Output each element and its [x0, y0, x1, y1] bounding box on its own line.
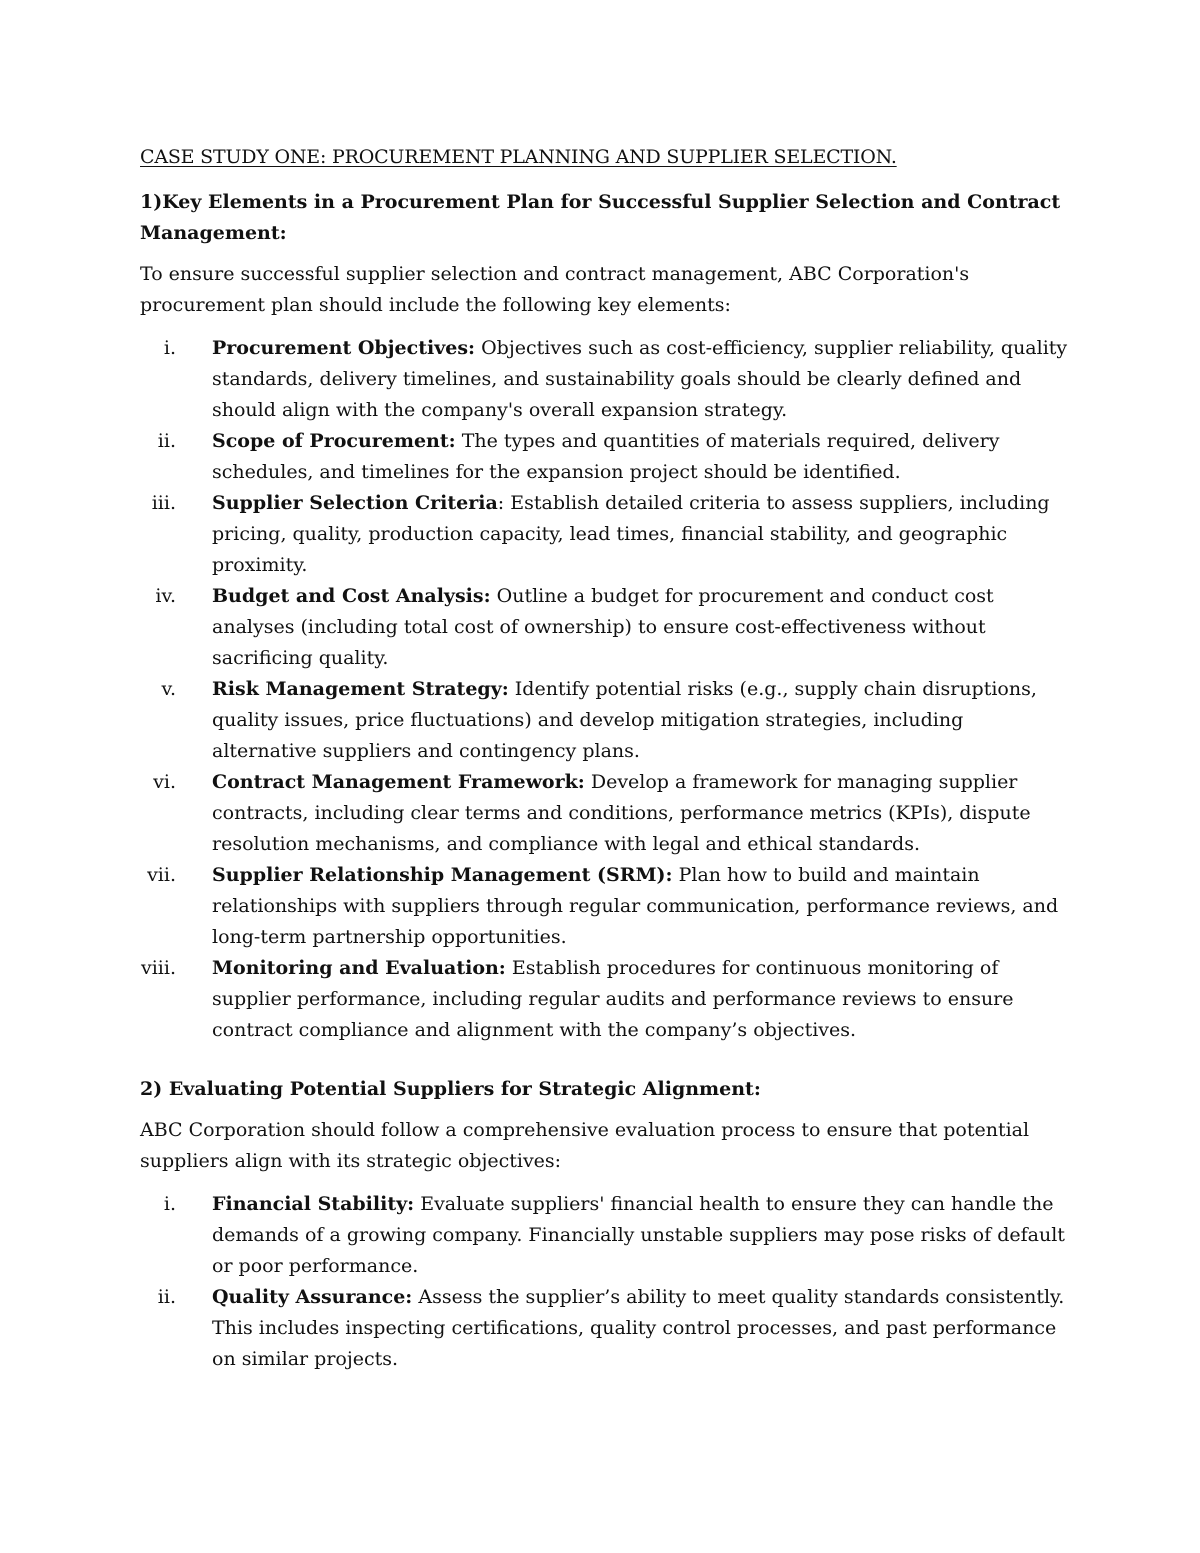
list-item-term: Risk Management Strategy:: [212, 678, 509, 700]
list-item-text: Establish procedures for continuous monitoring of supplier performance, including regular audits and performance reviews to ensure contract compliance and alignment with the company’s objectives.: [212, 957, 1014, 1041]
list-item-term: Contract Management Framework:: [212, 771, 585, 793]
list-item-text: Objectives such as cost-efficiency, supplier reliability, quality standards, delivery timelines, and sustainability goals should be clearly defined and should align with the company's overall expansion strategy.: [212, 337, 1068, 421]
list-item-number: iii.: [151, 492, 176, 514]
list-item: [140, 1189, 1070, 1282]
section-2-list: [140, 1189, 1070, 1375]
list-item: [140, 333, 1070, 426]
list-item-term: Supplier Relationship Management (SRM):: [212, 864, 673, 886]
list-item: [140, 674, 1070, 767]
list-item-text: Plan how to build and maintain relationships with suppliers through regular communication, performance reviews, and long-term partnership opportunities.: [212, 864, 1059, 948]
list-item-text: Assess the supplier’s ability to meet quality standards consistently. This includes inspecting certifications, quality control processes, and past performance on similar projects.: [212, 1286, 1065, 1370]
list-item-text: Outline a budget for procurement and conduct cost analyses (including total cost of ownership) to ensure cost-effectiveness without sacrificing quality.: [212, 585, 994, 669]
list-item-number: i.: [163, 1193, 176, 1215]
list-item-text: The types and quantities of materials required, delivery schedules, and timelines for the expansion project should be identified.: [212, 430, 1000, 483]
section-1-intro: To ensure successful supplier selection and contract management, ABC Corporation's procurement plan should include the following key elements:: [140, 263, 970, 316]
list-item-term: Budget and Cost Analysis:: [212, 585, 491, 607]
section-2-heading: 2) Evaluating Potential Suppliers for Strategic Alignment:: [140, 1078, 761, 1100]
list-item-term: Quality Assurance:: [212, 1286, 413, 1308]
list-item: [140, 581, 1070, 674]
section-1-heading: 1)Key Elements in a Procurement Plan for Successful Supplier Selection and Contract Management:: [140, 191, 1061, 244]
list-item: [140, 767, 1070, 860]
list-item-text: Develop a framework for managing supplier contracts, including clear terms and conditions, performance metrics (KPIs), dispute resolution mechanisms, and compliance with legal and ethical standards.: [212, 771, 1031, 855]
list-item-number: vi.: [153, 771, 176, 793]
list-item-term: Procurement Objectives:: [212, 337, 476, 359]
document-body: [140, 142, 1070, 1375]
list-item: [140, 426, 1070, 488]
list-item-number: vii.: [147, 864, 176, 886]
list-item-text: : Establish detailed criteria to assess suppliers, including pricing, quality, production capacity, lead times, financial stability, and geographic proximity.: [212, 492, 1050, 576]
list-item-number: v.: [161, 678, 176, 700]
section-1-list: [140, 333, 1070, 1046]
list-item-text: Identify potential risks (e.g., supply chain disruptions, quality issues, price fluctuations) and develop mitigation strategies, including alternative suppliers and contingency plans.: [212, 678, 1037, 762]
list-item-number: i.: [163, 337, 176, 359]
list-item-text: Evaluate suppliers' financial health to ensure they can handle the demands of a growing company. Financially unstable suppliers may pose risks of default or poor performance.: [212, 1193, 1065, 1277]
list-item-term: Scope of Procurement:: [212, 430, 456, 452]
list-item: [140, 953, 1070, 1046]
list-item-term: Monitoring and Evaluation:: [212, 957, 506, 979]
document-title: CASE STUDY ONE: PROCUREMENT PLANNING AND SUPPLIER SELECTION.: [140, 146, 897, 168]
section-2-intro: ABC Corporation should follow a comprehensive evaluation process to ensure that potential suppliers align with its strategic objectives:: [140, 1119, 1030, 1172]
list-item-term: Financial Stability:: [212, 1193, 415, 1215]
list-item-number: ii.: [157, 430, 176, 452]
list-item-term: Supplier Selection Criteria: [212, 492, 498, 514]
list-item-number: iv.: [155, 585, 176, 607]
list-item-number: viii.: [140, 957, 176, 979]
list-item: [140, 1282, 1070, 1375]
list-item: [140, 860, 1070, 953]
list-item: [140, 488, 1070, 581]
list-item-number: ii.: [157, 1286, 176, 1308]
